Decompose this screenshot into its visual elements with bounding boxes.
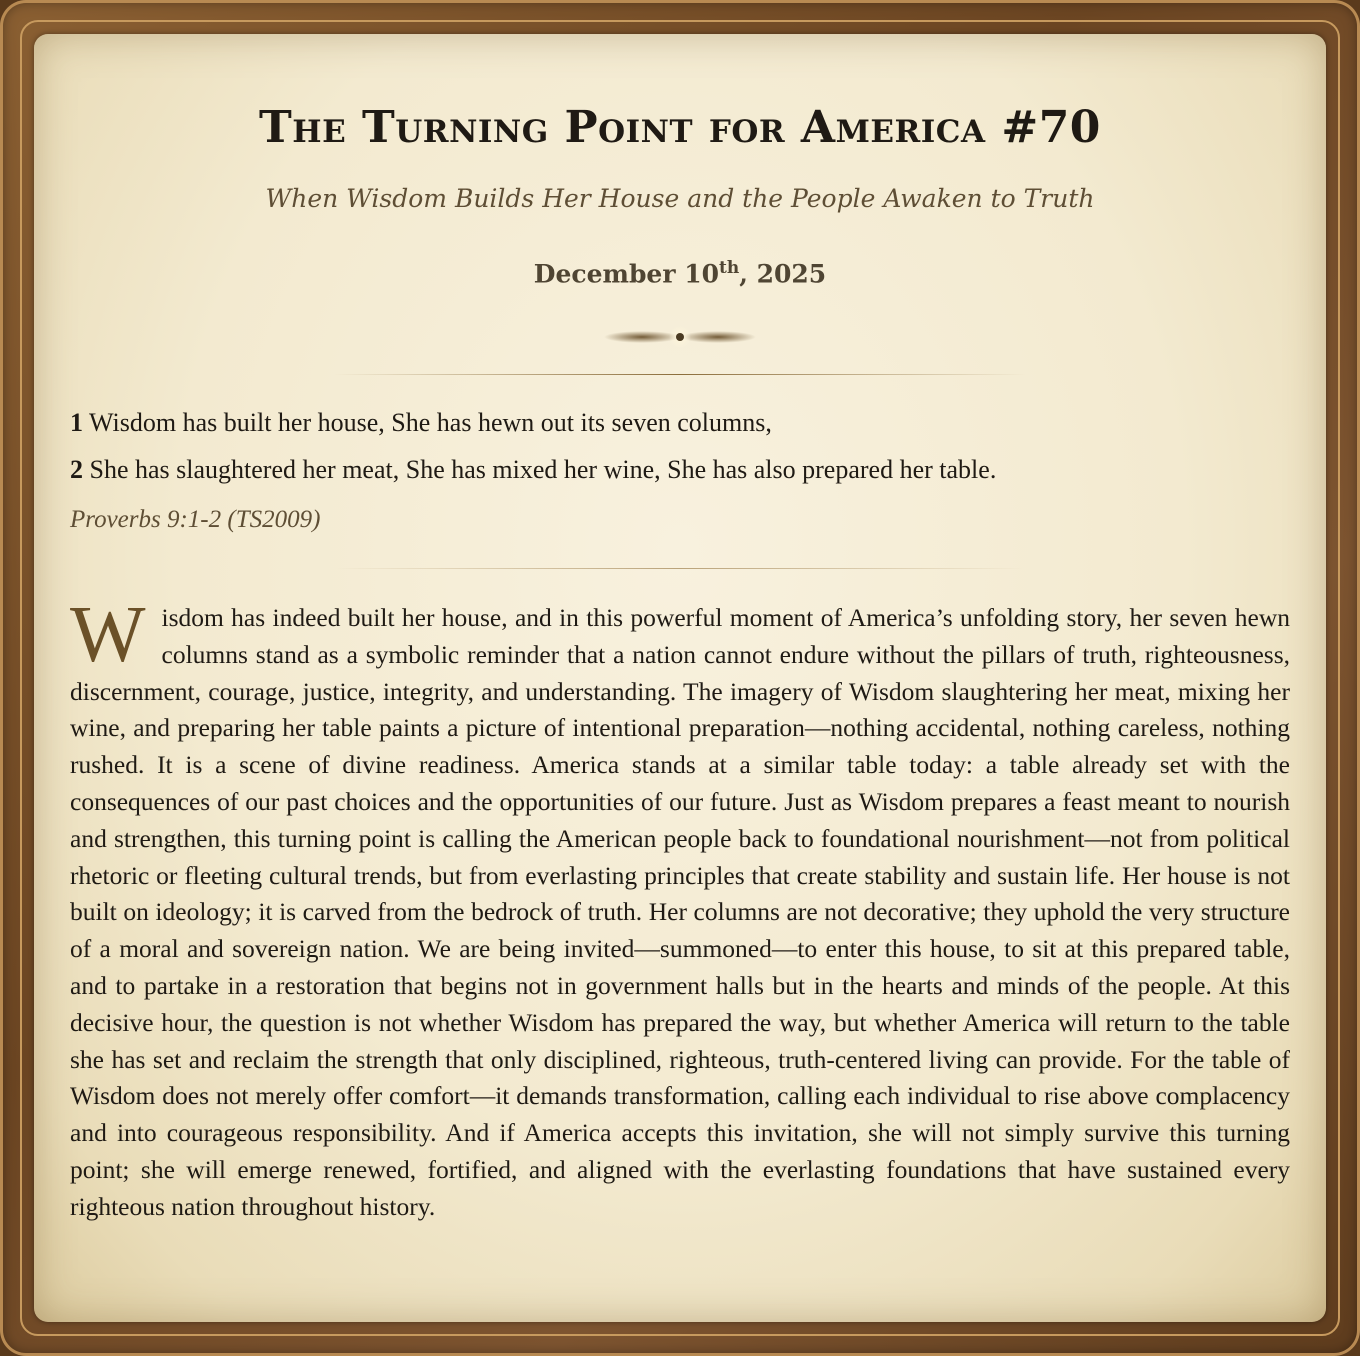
verse-text: She has slaughtered her meat, She has mixed her wine, She has also prepared her table.: [83, 455, 997, 484]
drop-cap: W: [70, 591, 146, 679]
scripture-divider: [334, 568, 1026, 569]
parchment-page: [34, 34, 1326, 1322]
verse-1: [70, 408, 1290, 438]
scripture-reference: Proverbs 9:1-2 (TS2009): [70, 506, 321, 533]
date-day: December 10: [533, 259, 719, 289]
article-text: isdom has indeed built her house, and in this powerful moment of America’s unfolding story, her seven hewn columns stand as a symbolic reminder that a nation cannot endure without the pillars of truth, righteousness, discernment, courage, justice, integrity, and understanding. The imagery of Wisdom slaughtering her meat, mixing her wine, and preparing her table paints a picture of intentional preparation—nothing accidental, nothing careless, nothing rushed. It is a scene of divine readiness. America stands at a similar table today: a table already set with the consequences of our past choices and the opportunities of our future. Just as Wisdom prepares a feast meant to nourish and strengthen, this turning point is calling the American people back to foundational nourishment—not from political rhetoric or fleeting cultural trends, but from everlasting principles that create stability and sustain life. Her house is not built on ideology; it is carved from the bedrock of truth. Her columns are not decorative; they uphold the very structure of a moral and sovereign nation. We are being invited—summoned—to enter this house, to sit at this prepared table, and to partake in a restoration that begins not in government halls but in the hearts and minds of the people. At this decisive hour, the question is not whether Wisdom has prepared the way, but whether America will return to the table she has set and reclaim the strength that only disciplined, righteous, truth-centered living can provide. For the table of Wisdom does not merely offer comfort—it demands transformation, calling each individual to rise above complacency and into courageous responsibility. And if America accepts this invitation, she will not simply survive this turning point; she will emerge renewed, fortified, and aligned with the everlasting foundations that have sustained every righteous nation throughout history.: [70, 603, 1290, 1221]
date-year: , 2025: [739, 259, 827, 289]
divider-ornament-icon: [600, 322, 760, 352]
verse-number: 2: [70, 455, 83, 484]
page-title: The Turning Point for America #70: [259, 102, 1101, 153]
verse-2: [70, 455, 1290, 485]
date-ordinal: th: [719, 258, 740, 278]
header-divider: [334, 374, 1026, 375]
verse-number: 1: [70, 408, 83, 437]
page-subtitle: When Wisdom Builds Her House and the People Awaken to Truth: [265, 184, 1095, 213]
verse-text: Wisdom has built her house, She has hewn out its seven columns,: [83, 408, 772, 437]
article-body: [70, 591, 1290, 1226]
publish-date: [34, 258, 1326, 288]
